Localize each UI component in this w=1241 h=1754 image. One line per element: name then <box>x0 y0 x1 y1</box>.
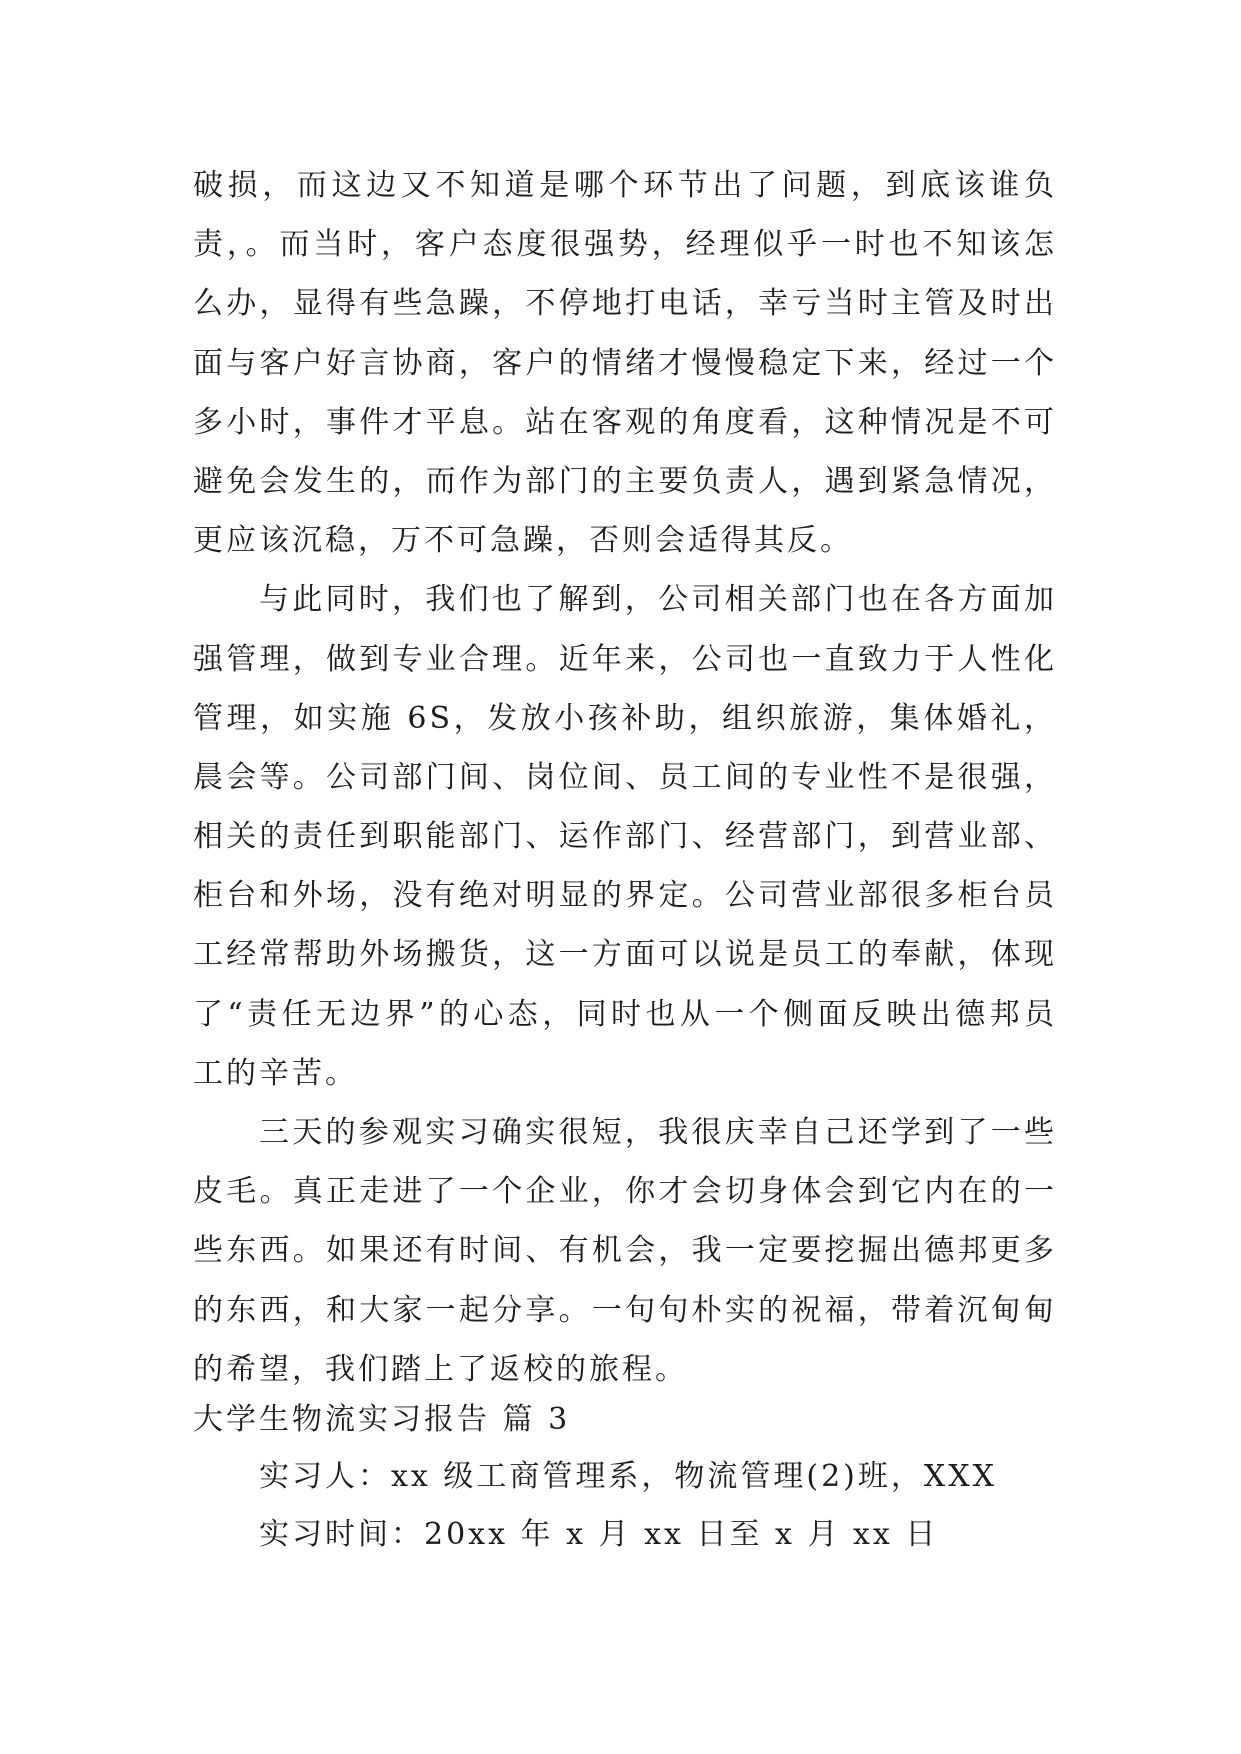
paragraph-line: 强管理，做到专业合理。近年来，公司也一直致力于人性化 <box>193 641 1057 677</box>
paragraph-line: 相关的责任到职能部门、运作部门、经营部门，到营业部、 <box>193 819 1057 855</box>
document-body <box>193 156 1057 1399</box>
paragraph-line: 责，。而当时，客户态度很强势，经理似乎一时也不知该怎 <box>193 227 1057 263</box>
paragraph-line: 了“责任无边界”的心态，同时也从一个侧面反映出德邦员 <box>193 996 1057 1032</box>
paragraph-line: 些东西。如果还有时间、有机会，我一定要挖掘出德邦更多 <box>193 1233 1057 1269</box>
paragraph-line: 更应该沉稳，万不可急躁，否则会适得其反。 <box>193 523 853 559</box>
paragraph <box>193 1103 1057 1399</box>
paragraph-line: 工的辛苦。 <box>193 1055 358 1091</box>
intern-period-line: 实习时间：20xx 年 x 月 xx 日至 x 月 xx 日 <box>259 1516 939 1552</box>
paragraph-line: 与此同时，我们也了解到，公司相关部门也在各方面加 <box>259 582 1057 618</box>
paragraph-line: 晨会等。公司部门间、岗位间、员工间的专业性不是很强， <box>193 759 1057 795</box>
paragraph-line: 皮毛。真正走进了一个企业，你才会切身体会到它内在的一 <box>193 1174 1057 1210</box>
paragraph-line: 面与客户好言协商，客户的情绪才慢慢稳定下来，经过一个 <box>193 345 1057 381</box>
paragraph-line: 破损，而这边又不知道是哪个环节出了问题，到底该谁负 <box>193 168 1057 203</box>
paragraph-line: 工经常帮助外场搬货，这一方面可以说是员工的奉献，体现 <box>193 937 1057 973</box>
intern-info-line: 实习人：xx 级工商管理系，物流管理(2)班，XXX <box>259 1459 997 1495</box>
paragraph-line: 么办，显得有些急躁，不停地打电话，幸亏当时主管及时出 <box>193 286 1057 322</box>
paragraph-line: 管理，如实施 6S，发放小孩补助，组织旅游，集体婚礼， <box>193 700 1057 736</box>
paragraph-line: 的希望，我们踏上了返校的旅程。 <box>193 1351 688 1387</box>
section-block <box>193 1391 1057 1563</box>
paragraph-line: 的东西，和大家一起分享。一句句朴实的祝福，带着沉甸甸 <box>193 1292 1057 1328</box>
paragraph-line: 柜台和外场，没有绝对明显的界定。公司营业部很多柜台员 <box>193 878 1057 914</box>
paragraph <box>193 570 1057 1103</box>
paragraph-line: 三天的参观实习确实很短，我很庆幸自己还学到了一些 <box>259 1115 1057 1150</box>
section-title: 大学生物流实习报告 篇 3 <box>193 1402 571 1437</box>
paragraph <box>193 156 1057 570</box>
paragraph-line: 避免会发生的，而作为部门的主要负责人，遇到紧急情况， <box>193 463 1057 499</box>
paragraph-line: 多小时，事件才平息。站在客观的角度看，这种情况是不可 <box>193 404 1057 440</box>
